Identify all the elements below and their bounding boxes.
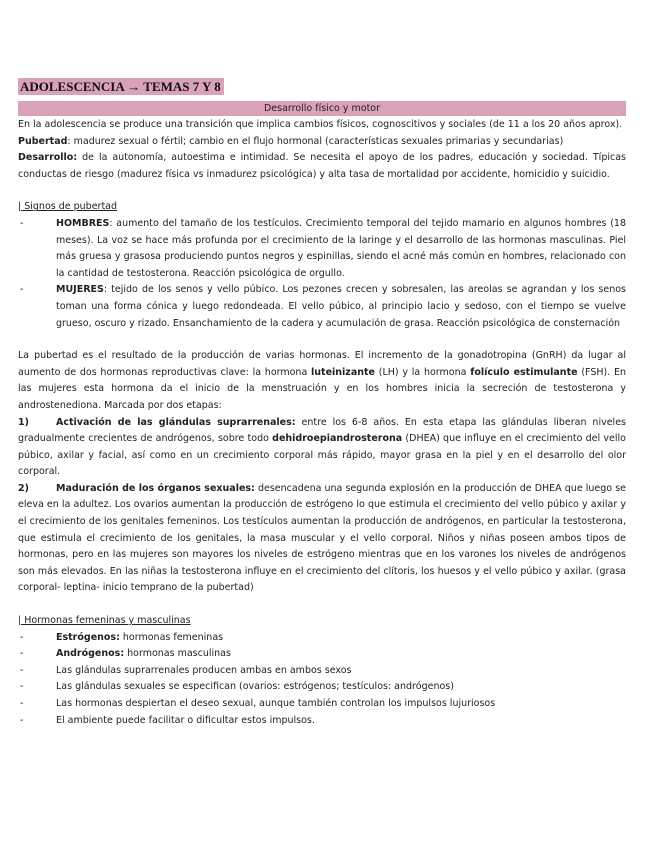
text-run: desencadena una segunda explosión en la producción de DHEA que luego se eleva en la adultez. Los ovarios aumentan la producción de estrógeno lo que estimula el crecimiento del vello púbico y axilar y el crecimiento de los genitales femeninos. Los testículos aumentan la producción de andrógenos, en particular la testosterona, que estimula el crecimiento de los genitales, la masa muscular y el vello corporal. Niños y niñas poseen ambos tipos de hormonas, pero en las mujeres son mayores los niveles de estrógeno mientras que en los varones los niveles de andrógenos son más elevados. En las niñas la testosterona influye en el crecimiento del clítoris, los huesos y el vello púbico y axilar. (grasa corporal- leptina- inicio temprano de la pubertad) — [18, 482, 627, 594]
dash-bullet: - — [20, 714, 24, 726]
list-item — [18, 630, 626, 647]
text-run: (LH) y la hormona — [375, 366, 471, 378]
list-item — [18, 679, 626, 696]
list-item — [18, 646, 626, 663]
dash-bullet: - — [20, 648, 24, 660]
pubertad-text: : madurez sexual o fértil; cambio en el flujo hormonal (características sexuales primarias y secundarias) — [67, 135, 564, 147]
pubertad-label: Pubertad — [18, 135, 68, 147]
lh-term: luteinizante — [311, 366, 375, 378]
document-title: ADOLESCENCIA → TEMAS 7 Y 8 — [18, 78, 224, 95]
item-text: Las hormonas despiertan el deseo sexual, aunque también controlan los impulsos lujuriosos — [56, 698, 496, 709]
text-run: (DHEA) que influye en el crecimiento del vello púbico, axilar y facial, así como en un crecimiento corporal más rápido, mayor grasa en la piel y en el desarrollo del olor corporal. — [18, 433, 626, 478]
list-item — [18, 696, 626, 713]
hormonas-heading: | Hormonas femeninas y masculinas — [18, 615, 191, 627]
item-text: Las glándulas suprarrenales producen ambas en ambos sexos — [56, 664, 352, 676]
text-run: La pubertad es el resultado de la producción de varias hormonas. El incremento de la gonadotropina (GnRH) da lugar al aumento de dos hormonas reproductivas clave: la hormona — [18, 350, 626, 378]
fsh-term: folículo estimulante — [470, 366, 578, 378]
hombres-label: HOMBRES — [56, 217, 110, 229]
document-content — [18, 78, 626, 729]
dash-bullet: - — [20, 217, 24, 229]
item-label: Estrógenos: — [56, 631, 120, 643]
mujeres-label: MUJERES — [56, 284, 104, 296]
etapa-1-label: Activación de las glándulas suprarrenales: — [56, 416, 296, 428]
item-text: hormonas masculinas — [124, 648, 231, 660]
dash-bullet: - — [20, 284, 24, 296]
etapa-2-label: Maduración de los órganos sexuales: — [56, 482, 255, 494]
item-label: Andrógenos: — [56, 648, 125, 660]
section-banner: Desarrollo físico y motor — [18, 101, 626, 116]
dash-bullet: - — [20, 664, 24, 676]
hormonas-list — [18, 630, 626, 730]
desarrollo-label: Desarrollo: — [18, 152, 78, 164]
desarrollo-text: de la autonomía, autoestima e intimidad. Se necesita el apoyo de los padres, educación y sociedad. Típicas conductas de riesgo (madurez física vs inmadurez psicológica) y alta tasa de mortalidad por accidente, homicidio y suicidio. — [18, 152, 626, 180]
item-text: hormonas femeninas — [119, 631, 224, 643]
dash-bullet: - — [20, 681, 24, 693]
list-item-hombres — [18, 216, 626, 282]
pubertad-hormonas-paragraph — [18, 348, 626, 414]
etapa-2 — [18, 481, 626, 597]
intro-paragraph: En la adolescencia se produce una transición que implica cambios físicos, cognoscitivos y sociales (de 11 a los 20 años aprox). — [18, 119, 623, 130]
etapa-1-number: 1) — [18, 416, 29, 428]
mujeres-text: : tejido de los senos y vello púbico. Los pezones crecen y sobresalen, las areolas se agrandan y los senos toman una forma cónica y luego redondeada. El vello púbico, al principio lacio y sedoso, con el tiempo se vuelve grueso, oscuro y rizado. Ensanchamiento de la cadera y acumulación de grasa. Reacción psicológica de consternación — [56, 284, 626, 329]
etapa-1 — [18, 415, 626, 481]
item-text: Las glándulas sexuales se especifican (ovarios: estrógenos; testículos: andrógenos) — [56, 681, 454, 693]
list-item — [18, 713, 626, 730]
dhea-term: dehidroepiandrosterona — [272, 433, 403, 445]
pubertad-definition — [18, 134, 626, 151]
etapa-2-number: 2) — [18, 482, 29, 494]
dash-bullet: - — [20, 698, 24, 709]
hombres-text: : aumento del tamaño de los testículos. Crecimiento temporal del tejido mamario en algunos hombres (18 meses). La voz se hace más profunda por el crecimiento de la laringe y el desarrollo de las hormonas masculinas. Piel más gruesa y grasosa produciendo puntos negros y espinillas, siendo el acné más común en hombres, relacionado con la cantidad de testosterona. Reacción psicológica de orgullo. — [56, 217, 626, 279]
signos-heading: | Signos de pubertad — [18, 201, 118, 213]
dash-bullet: - — [20, 631, 24, 643]
text-run: (FSH). En las mujeres esta hormona da el inicio de la menstruación y en los hombres inicia la secreción de testosterona y androstenediona. Marcada por dos etapas: — [18, 366, 626, 411]
list-item — [18, 663, 626, 680]
desarrollo-definition — [18, 150, 626, 183]
list-item-mujeres — [18, 282, 626, 332]
item-text: El ambiente puede facilitar o dificultar estos impulsos. — [56, 714, 315, 726]
text-run: entre los 6-8 años. En esta etapa las glándulas liberan niveles gradualmente crecientes de andrógenos, sobre todo — [18, 416, 626, 445]
